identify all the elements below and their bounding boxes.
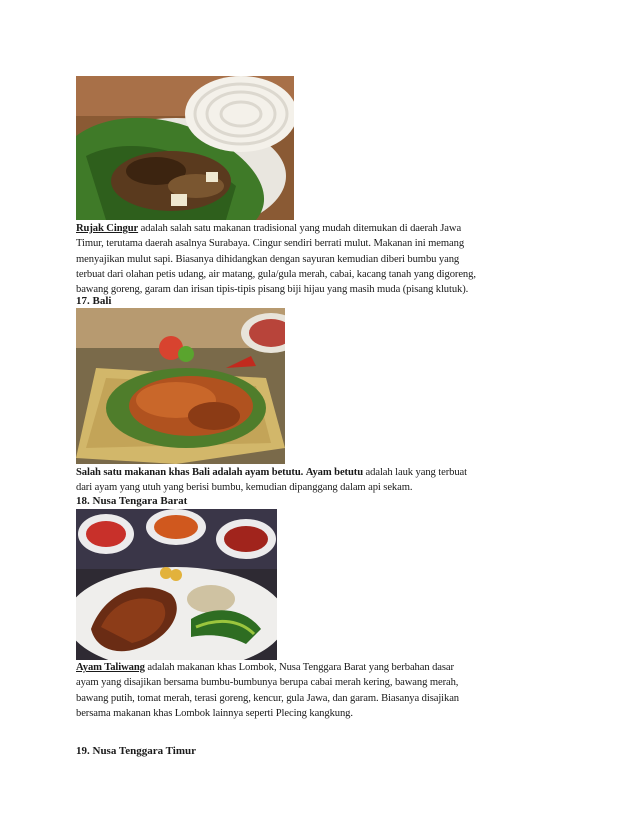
ayam-taliwang-paragraph xyxy=(76,660,566,721)
ayam-betutu-photo xyxy=(76,308,285,464)
paragraph-line xyxy=(76,465,566,480)
text-run: adalah salah satu makanan tradisional yang mudah ditemukan di daerah Jawa xyxy=(140,223,462,234)
rujak-cingur-title: Rujak Cingur xyxy=(76,223,139,234)
text-run: adalah lauk yang terbuat xyxy=(365,467,467,478)
ayam-betutu-paragraph xyxy=(76,465,566,496)
paragraph-line: bawang putih, tomat merah, terasi goreng, kencur, gula Jawa, dan garam. Biasanya disajikan xyxy=(76,692,460,704)
paragraph-line: bawang goreng, garam dan irisan tipis-tipis pisang biji hijau yang masih muda (pisang klutuk). xyxy=(76,284,469,296)
paragraph-line xyxy=(76,660,566,675)
ayam-taliwang-photo xyxy=(76,509,277,660)
paragraph-line: menyajikan mulut sapi. Biasanya dihidangkan dengan sayuran kemudian diberi bumbu yang xyxy=(76,253,460,265)
bali-heading: 17. Bali xyxy=(76,295,112,307)
ayam-taliwang-title: Ayam Taliwang xyxy=(76,662,145,673)
paragraph-line xyxy=(76,221,566,236)
paragraph-line: dari ayam yang utuh yang berisi bumbu, kemudian dipanggang dalam api sekam. xyxy=(76,482,413,494)
paragraph-line: terbuat dari olahan petis udang, air matang, gula/gula merah, cabai, kacang tanah yang digoreng, xyxy=(76,268,476,280)
ntb-heading: 18. Nusa Tengara Barat xyxy=(76,495,188,507)
ntt-heading: 19. Nusa Tenggara Timur xyxy=(76,745,197,757)
rujak-cingur-photo xyxy=(76,76,294,220)
rujak-cingur-paragraph xyxy=(76,221,566,297)
bali-bold-intro: Salah satu makanan khas Bali adalah ayam betutu. xyxy=(76,467,304,478)
text-run: adalah makanan khas Lombok, Nusa Tenggara Barat yang berbahan dasar xyxy=(147,662,454,673)
paragraph-line: bersama makanan khas Lombok lainnya seperti Plecing kangkung. xyxy=(76,707,353,719)
paragraph-line: ayam yang disajikan bersama bumbu-bumbunya berupa cabai merah kering, bawang merah, xyxy=(76,677,459,689)
ayam-betutu-name: Ayam betutu xyxy=(305,467,363,478)
paragraph-line: Timur, terutama daerah asalnya Surabaya. Cingur sendiri berrati mulut. Makanan ini memang xyxy=(76,238,465,250)
